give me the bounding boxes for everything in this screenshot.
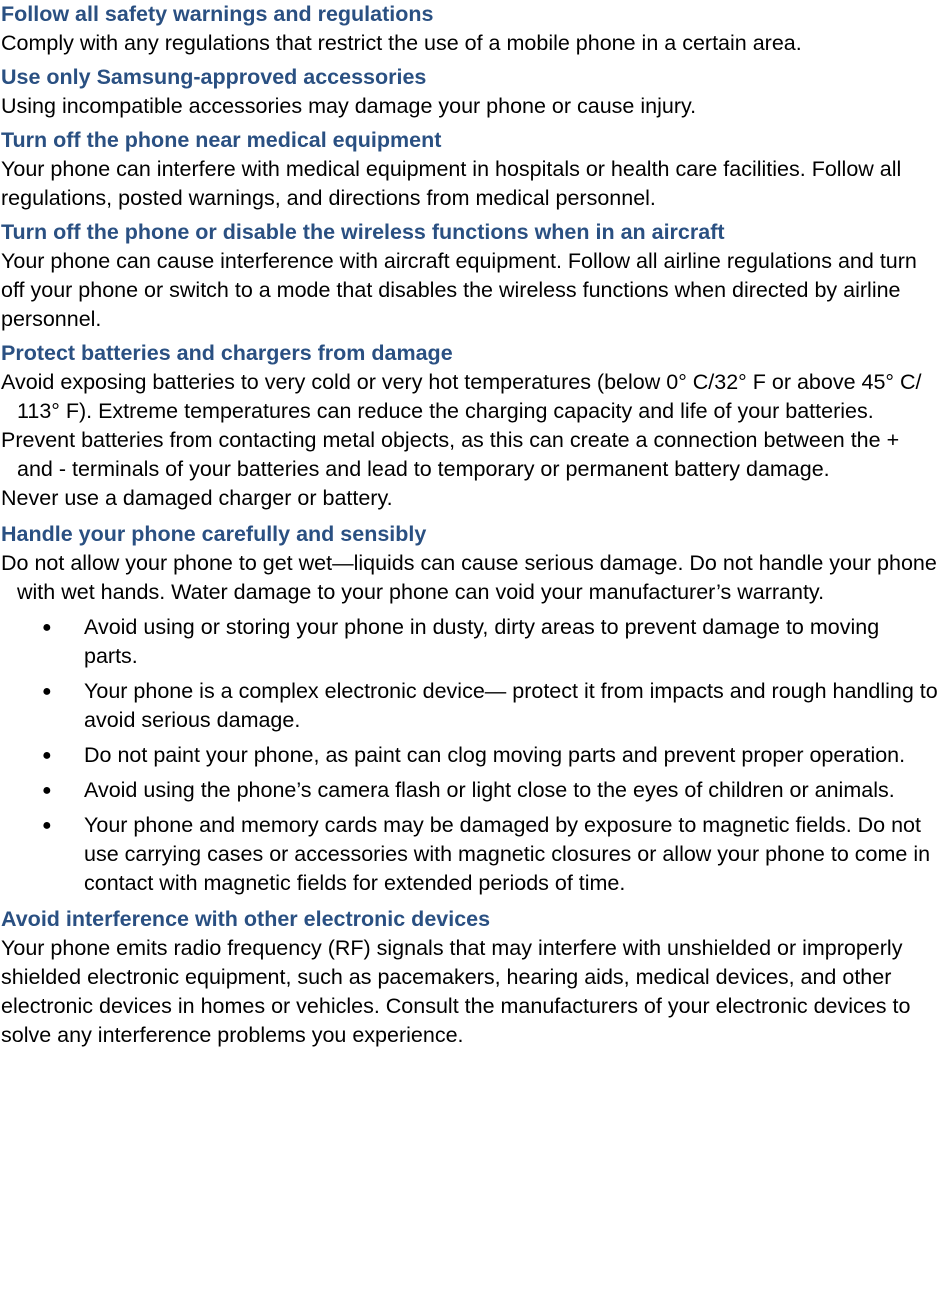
section-paragraph: Prevent batteries from contacting metal objects, as this can create a connection between the + and - terminals of your batteries and lead to temporary or permanent battery damage. (1, 428, 900, 481)
section-batteries-chargers (1, 339, 938, 513)
bullet-icon: ● (42, 747, 52, 764)
section-handle-phone (1, 520, 938, 898)
section-heading: Follow all safety warnings and regulations (1, 2, 434, 26)
section-electronic-interference (1, 905, 938, 1050)
section-approved-accessories (1, 63, 938, 121)
list-item-text: Avoid using the phone’s camera flash or light close to the eyes of children or animals. (84, 778, 895, 802)
section-heading: Use only Samsung-approved accessories (1, 65, 427, 89)
section-paragraph: Never use a damaged charger or battery. (1, 486, 393, 510)
section-paragraph: Your phone emits radio frequency (RF) signals that may interfere with unshielded or improperly shielded electronic equipment, such as pacemakers, hearing aids, medical devices, and other electronic devices in homes or vehicles. Consult the manufacturers of your electronic devices to solve any interference problems you experience. (1, 936, 911, 1047)
section-heading: Protect batteries and chargers from damage (1, 341, 453, 365)
list-item (1, 811, 938, 898)
section-paragraph: Avoid exposing batteries to very cold or very hot temperatures (below 0° C/32° F or above 45° C/ 113° F). Extreme temperatures can reduce the charging capacity and life of your batteries. (1, 370, 922, 423)
section-heading: Avoid interference with other electronic devices (1, 907, 491, 931)
bullet-icon: ● (42, 683, 52, 700)
section-heading: Handle your phone carefully and sensibly (1, 522, 427, 546)
section-heading: Turn off the phone near medical equipment (1, 128, 442, 152)
list-item-text: Do not paint your phone, as paint can clog moving parts and prevent proper operation. (84, 743, 906, 767)
list-item (1, 677, 938, 735)
section-aircraft (1, 218, 938, 334)
section-heading: Turn off the phone or disable the wireless functions when in an aircraft (1, 220, 725, 244)
list-item (1, 613, 938, 671)
section-safety-warnings (1, 0, 938, 58)
section-paragraph: Comply with any regulations that restrict the use of a mobile phone in a certain area. (1, 31, 802, 55)
section-medical-equipment (1, 126, 938, 213)
bullet-list (1, 613, 938, 898)
list-item-text: Avoid using or storing your phone in dusty, dirty areas to prevent damage to moving parts. (84, 615, 880, 668)
section-paragraph: Using incompatible accessories may damage your phone or cause injury. (1, 94, 697, 118)
list-item (1, 776, 938, 805)
section-paragraph: Your phone can interfere with medical equipment in hospitals or health care facilities. Follow all regulations, posted warnings, and directions from medical personnel. (1, 157, 902, 210)
bullet-icon: ● (42, 782, 52, 799)
section-paragraph: Do not allow your phone to get wet—liquids can cause serious damage. Do not handle your phone with wet hands. Water damage to your phone can void your manufacturer’s warranty. (1, 551, 937, 604)
list-item (1, 741, 938, 770)
section-paragraph: Your phone can cause interference with aircraft equipment. Follow all airline regulations and turn off your phone or switch to a mode that disables the wireless functions when directed by airline personnel. (1, 249, 917, 331)
list-item-text: Your phone is a complex electronic device— protect it from impacts and rough handling to avoid serious damage. (84, 679, 938, 732)
bullet-icon: ● (42, 817, 52, 834)
list-item-text: Your phone and memory cards may be damaged by exposure to magnetic fields. Do not use carrying cases or accessories with magnetic closures or allow your phone to come in contact with magnetic fields for extended periods of time. (84, 813, 931, 895)
bullet-icon: ● (42, 619, 52, 636)
